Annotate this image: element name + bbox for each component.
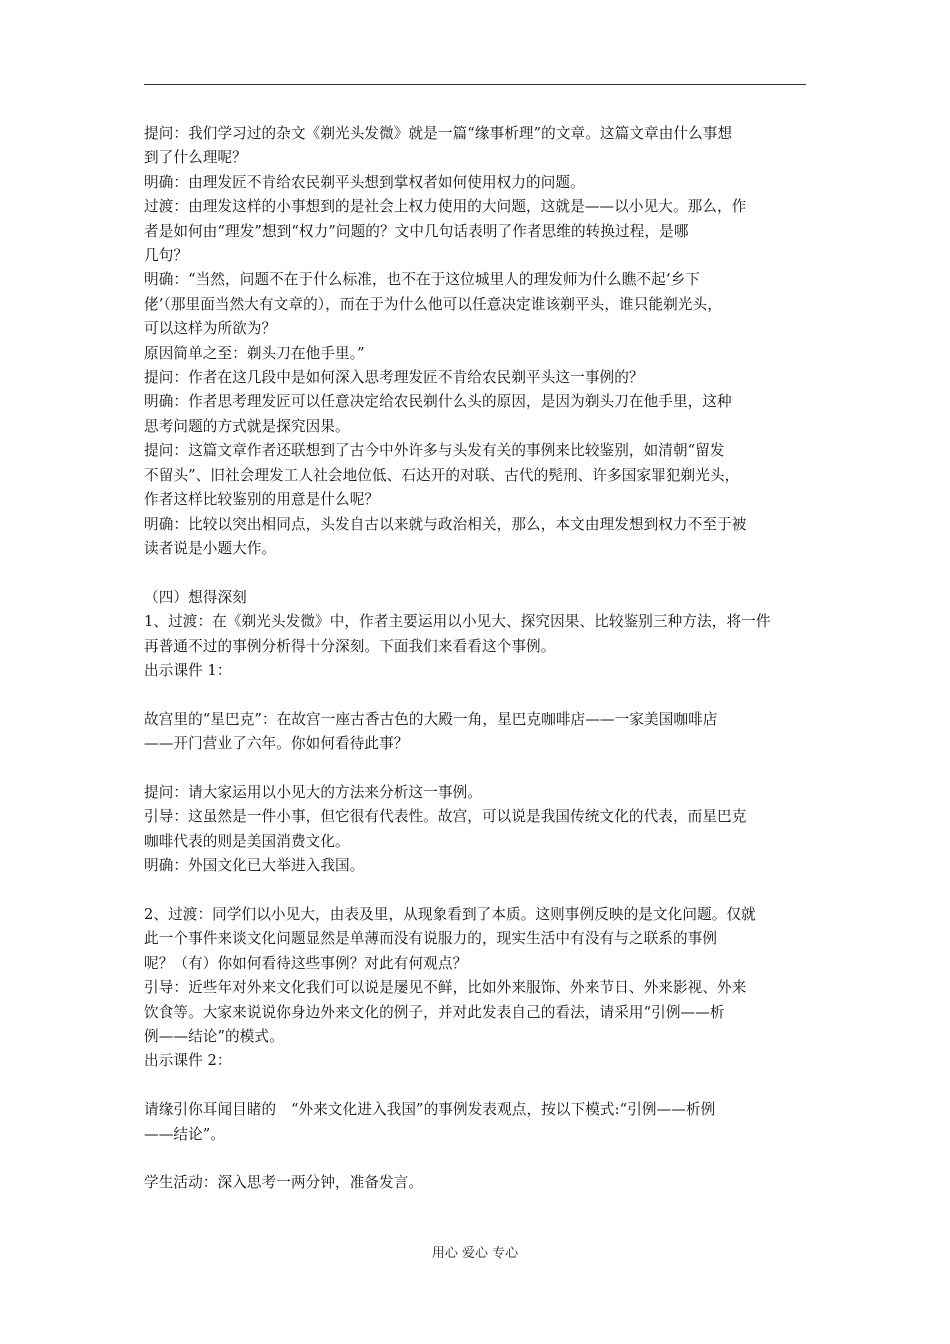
text-line: ——结论”。 <box>144 1125 226 1143</box>
text-line: ——开门营业了六年。你如何看待此事？ <box>144 735 409 753</box>
text-line: 可以这样为所欲为？ <box>144 320 277 338</box>
text-line: 学生活动：深入思考一两分钟，准备发言。 <box>144 1174 424 1192</box>
text-line: 作者这样比较鉴别的用意是什么呢？ <box>144 491 380 509</box>
text-line: 2、过渡：同学们以小见大，由表及里，从现象看到了本质。这则事例反映的是文化问题。仅就 <box>144 905 756 923</box>
text-line: 明确：外国文化已大举进入我国。 <box>144 857 365 875</box>
text-line: 此一个事件来谈文化问题显然是单薄而没有说服力的，现实生活中有没有与之联系的事例 <box>144 930 718 948</box>
text-line: 引导：这虽然是一件小事，但它很有代表性。故宫，可以说是我国传统文化的代表，而星巴克 <box>144 808 747 826</box>
document-body <box>144 122 810 1196</box>
blank-line <box>144 561 810 585</box>
text-line: 例——结论”的模式。 <box>144 1027 284 1045</box>
text-line: 过渡：由理发这样的小事想到的是社会上权力使用的大问题，这就是——以小见大。那么，作 <box>144 198 747 216</box>
text-line: 明确：由理发匠不肯给农民剃平头想到掌权者如何使用权力的问题。 <box>144 173 585 191</box>
blank-line <box>144 1074 810 1098</box>
text-line: 者是如何由“理发”想到“权力”问题的？文中几句话表明了作者思维的转换过程，是哪 <box>144 222 689 240</box>
text-line: 出示课件 2： <box>144 1052 232 1070</box>
text-line: 明确：作者思考理发匠可以任意决定给农民剃什么头的原因，是因为剃头刀在他手里，这种 <box>144 393 732 411</box>
text-line: 明确：比较以突出相同点，头发自古以来就与政治相关，那么，本文由理发想到权力不至于被 <box>144 515 747 533</box>
text-line: 不留头”、旧社会理发工人社会地位低、石达开的对联、古代的髡刑、许多国家罪犯剃光头， <box>144 466 740 484</box>
text-line: 读者说是小题大作。 <box>144 539 277 557</box>
text-line: 原因简单之至：剃头刀在他手里。” <box>144 344 365 362</box>
section-heading: （四）想得深刻 <box>144 588 247 606</box>
blank-line <box>144 879 810 903</box>
page-footer: 用心 爱心 专心 <box>431 1246 519 1261</box>
text-line: 提问：这篇文章作者还联想到了古今中外许多与头发有关的事例来比较鉴别，如清朝“留发 <box>144 442 725 460</box>
text-line: 出示课件 1： <box>144 661 232 679</box>
text-line: 1、过渡：在《剃光头发微》中，作者主要运用以小见大、探究因果、比较鉴别三种方法，将一件 <box>144 613 771 631</box>
text-line: 思考问题的方式就是探究因果。 <box>144 417 350 435</box>
text-line: 佬’（那里面当然大有文章的），而在于为什么他可以任意决定谁该剃平头，谁只能剃光头， <box>144 295 722 313</box>
text-line: 引导：近些年对外来文化我们可以说是屡见不鲜，比如外来服饰、外来节日、外来影视、外来 <box>144 979 747 997</box>
text-line: 请缘引你耳闻目睹的 “外来文化进入我国”的事例发表观点，按以下模式:“引例——析例 <box>144 1101 716 1119</box>
blank-line <box>144 1147 810 1171</box>
text-line: 咖啡代表的则是美国消费文化。 <box>144 832 350 850</box>
text-line: 再普通不过的事例分析得十分深刻。下面我们来看看这个事例。 <box>144 637 556 655</box>
text-line: 几句？ <box>144 247 189 265</box>
blank-line <box>144 683 810 707</box>
header-rule <box>144 84 806 85</box>
text-line: 提问：请大家运用以小见大的方法来分析这一事例。 <box>144 783 482 801</box>
text-line: 到了什么理呢？ <box>144 149 247 167</box>
text-line: 提问：作者在这几段中是如何深入思考理发匠不肯给农民剃平头这一事例的？ <box>144 369 644 387</box>
text-line: 提问：我们学习过的杂文《剃光头发微》就是一篇“缘事析理”的文章。这篇文章由什么事想 <box>144 125 733 142</box>
text-line: 明确：“当然，问题不在于什么标准，也不在于这位城里人的理发师为什么瞧不起‘乡下 <box>144 271 700 289</box>
text-line: 呢？（有）你如何看待这些事例？对此有何观点？ <box>144 954 468 972</box>
text-line: 故宫里的“星巴克”：在故宫一座古香古色的大殿一角，星巴克咖啡店——一家美国咖啡店 <box>144 710 718 728</box>
text-line: 饮食等。大家来说说你身边外来文化的例子，并对此发表自己的看法，请采用“引例——析 <box>144 1003 725 1021</box>
blank-line <box>144 757 810 781</box>
